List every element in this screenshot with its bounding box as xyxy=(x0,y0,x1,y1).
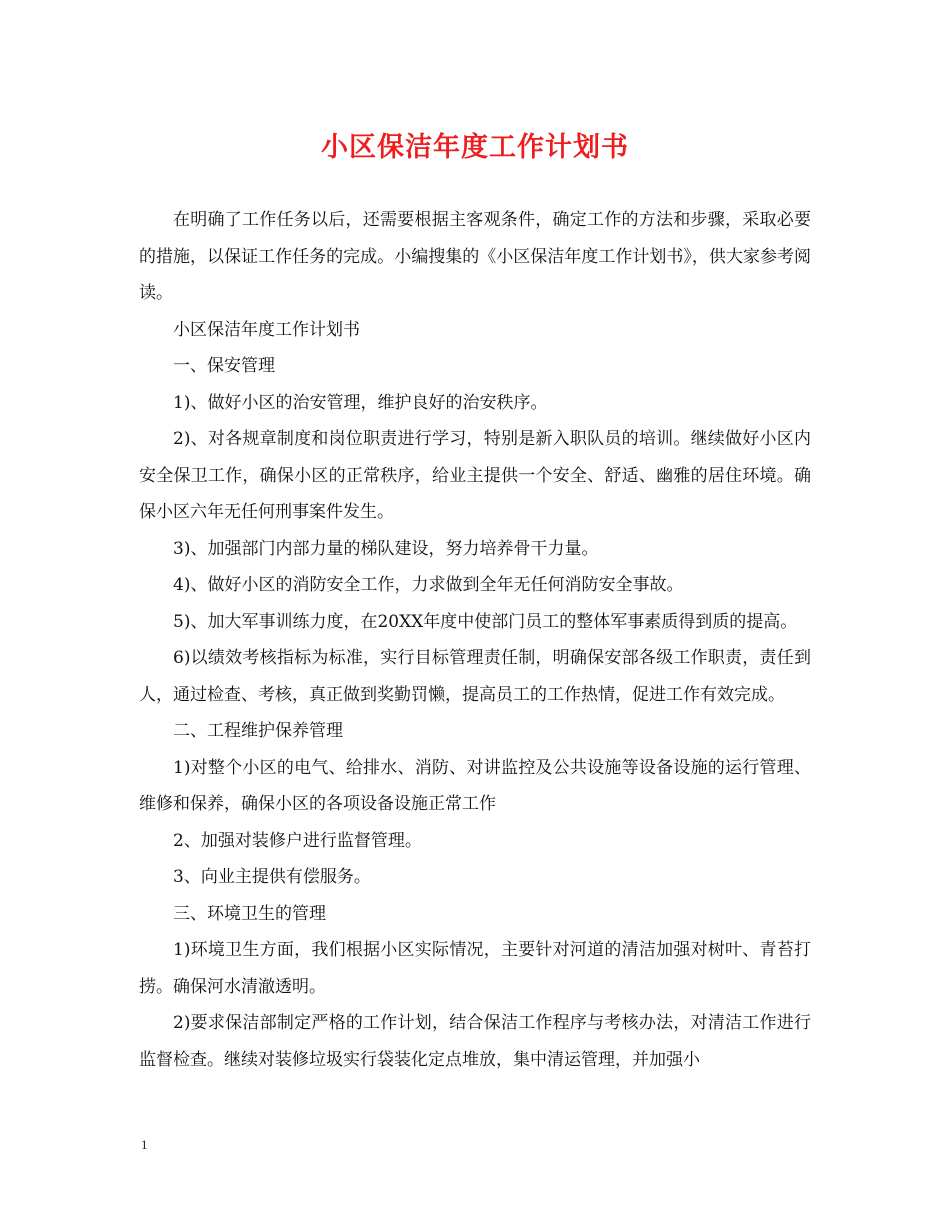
section-heading-environment: 三、环境卫生的管理 xyxy=(173,903,326,924)
paragraph-item: 1)环境卫生方面，我们根据小区实际情况，主要针对河道的清洁加强对树叶、青苔打捞。确保河水清澈透明。 xyxy=(139,940,811,997)
paragraph-item: 2)、对各规章制度和岗位职责进行学习，特别是新入职队员的培训。继续做好小区内安全保卫工作，确保小区的正常秩序，给业主提供一个安全、舒适、幽雅的居住环境。确保小区六年无任何刑事案件发生。 xyxy=(139,429,811,522)
paragraph-item: 2)要求保洁部制定严格的工作计划，结合保洁工作程序与考核办法，对清洁工作进行监督检查。继续对装修垃圾实行袋装化定点堆放，集中清运管理，并加强小 xyxy=(139,1013,811,1070)
paragraph-item: 3、向业主提供有偿服务。 xyxy=(173,867,371,887)
page-number: 1 xyxy=(141,1137,148,1152)
paragraph-item: 6)以绩效考核指标为标准，实行目标管理责任制，明确保安部各级工作职责，责任到人，通过检查、考核，真正做到奖勤罚懒，提高员工的工作热情，促进工作有效完成。 xyxy=(139,648,811,705)
paragraph-item: 4)、做好小区的消防安全工作，力求做到全年无任何消防安全事故。 xyxy=(173,575,684,595)
section-heading-security: 一、保安管理 xyxy=(173,356,275,376)
paragraph-item: 3)、加强部门内部力量的梯队建设，努力培养骨干力量。 xyxy=(173,538,599,559)
section-heading-engineering: 二、工程维护保养管理 xyxy=(173,721,343,741)
paragraph-item: 5)、加大军事训练力度，在20XX年度中使部门员工的整体军事素质得到质的提高。 xyxy=(173,611,798,632)
paragraph-subtitle: 小区保洁年度工作计划书 xyxy=(173,319,360,340)
paragraph-item: 1)对整个小区的电气、给排水、消防、对讲监控及公共设施等设备设施的运行管理、维修和保养，确保小区的各项设备设施正常工作 xyxy=(139,757,811,814)
document-title: 小区保洁年度工作计划书 xyxy=(321,132,629,163)
document-body xyxy=(139,202,811,1078)
paragraph-intro: 在明确了工作任务以后，还需要根据主客观条件，确定工作的方法和步骤，采取必要的措施，以保证工作任务的完成。小编搜集的《小区保洁年度工作计划书》，供大家参考阅读。 xyxy=(139,210,811,303)
paragraph-item: 1)、做好小区的治安管理，维护良好的治安秩序。 xyxy=(173,392,548,413)
paragraph-item: 2、加强对装修户进行监督管理。 xyxy=(173,830,422,851)
